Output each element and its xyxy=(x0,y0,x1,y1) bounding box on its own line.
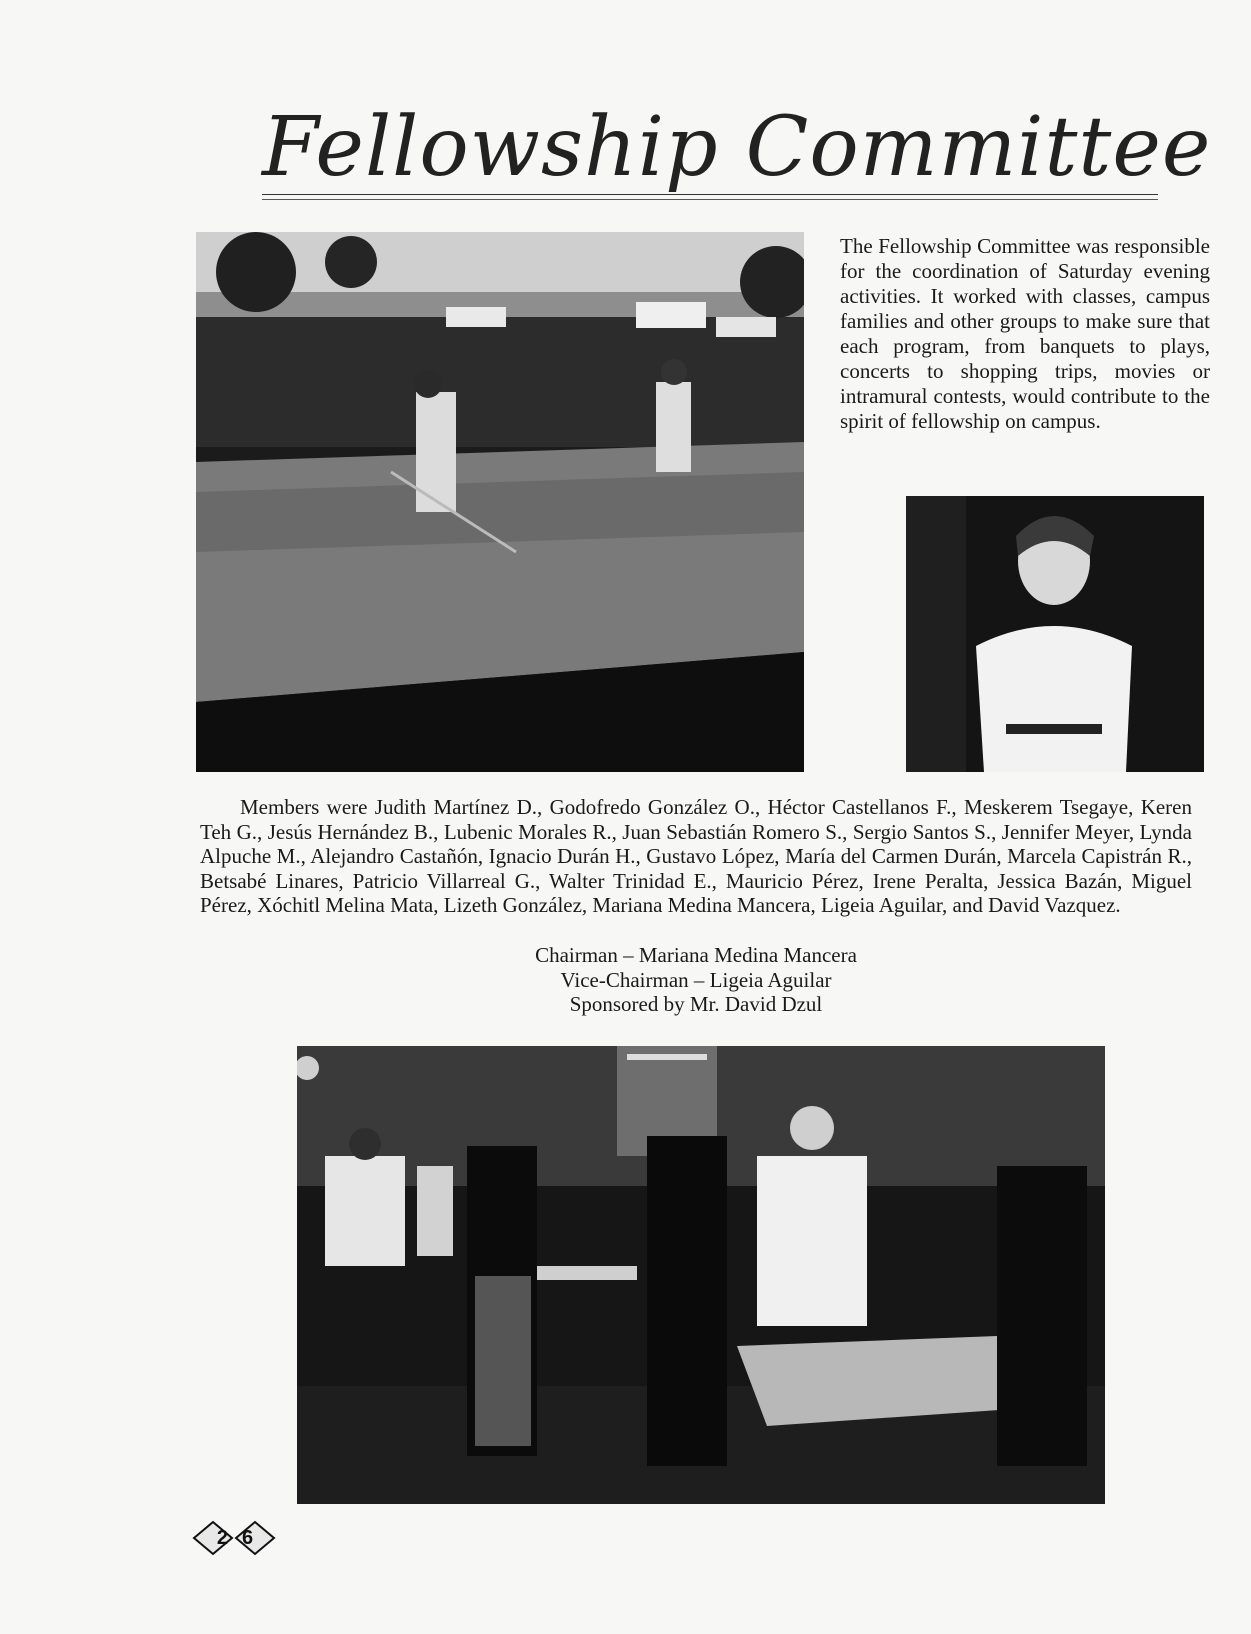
photo-portrait xyxy=(906,496,1204,772)
title-rule-top xyxy=(262,194,1158,195)
credits-block xyxy=(200,943,1192,1017)
page-number: 26 xyxy=(216,1526,268,1549)
title-rule-bottom xyxy=(262,199,1158,200)
vice-chairman-line: Vice-Chairman – Ligeia Aguilar xyxy=(560,967,832,992)
photo-outdoor-cleanup xyxy=(196,232,804,772)
members-paragraph: Members were Judith Martínez D., Godofredo González O., Héctor Castellanos F., Meskerem Tsegaye, Keren Teh G., Jesús Hernández B., Lubenic Morales R., Juan Sebastián Romero S., Sergio Santos S., Jennifer Meyer, Lynda Alpuche M., Alejandro Castañón, Ignacio Durán H., Gustavo López, María del Carmen Durán, Marcela Capistrán R., Betsabé Linares, Patricio Villarreal G., Walter Trinidad E., Mauricio Pérez, Irene Peralta, Jessica Bazán, Miguel Pérez, Xóchitl Melina Mata, Lizeth González, Mariana Medina Mancera, Ligeia Aguilar, and David Vazquez. xyxy=(200,795,1192,917)
chairman-line: Chairman – Mariana Medina Mancera xyxy=(535,943,857,967)
sponsor-line: Sponsored by Mr. David Dzul xyxy=(569,992,823,1016)
intro-paragraph: The Fellowship Committee was responsible for the coordination of Saturday evening activities. It worked with classes, campus families and other groups to make sure that each program, from banquets to plays, concerts to shopping trips, movies or intramural contests, would contribute to the spirit of fellowship on campus. xyxy=(840,234,1210,433)
page-title: Fellowship Committee xyxy=(262,100,1212,195)
photo-indoor-social xyxy=(297,1046,1105,1504)
page-number-badge xyxy=(192,1520,278,1556)
